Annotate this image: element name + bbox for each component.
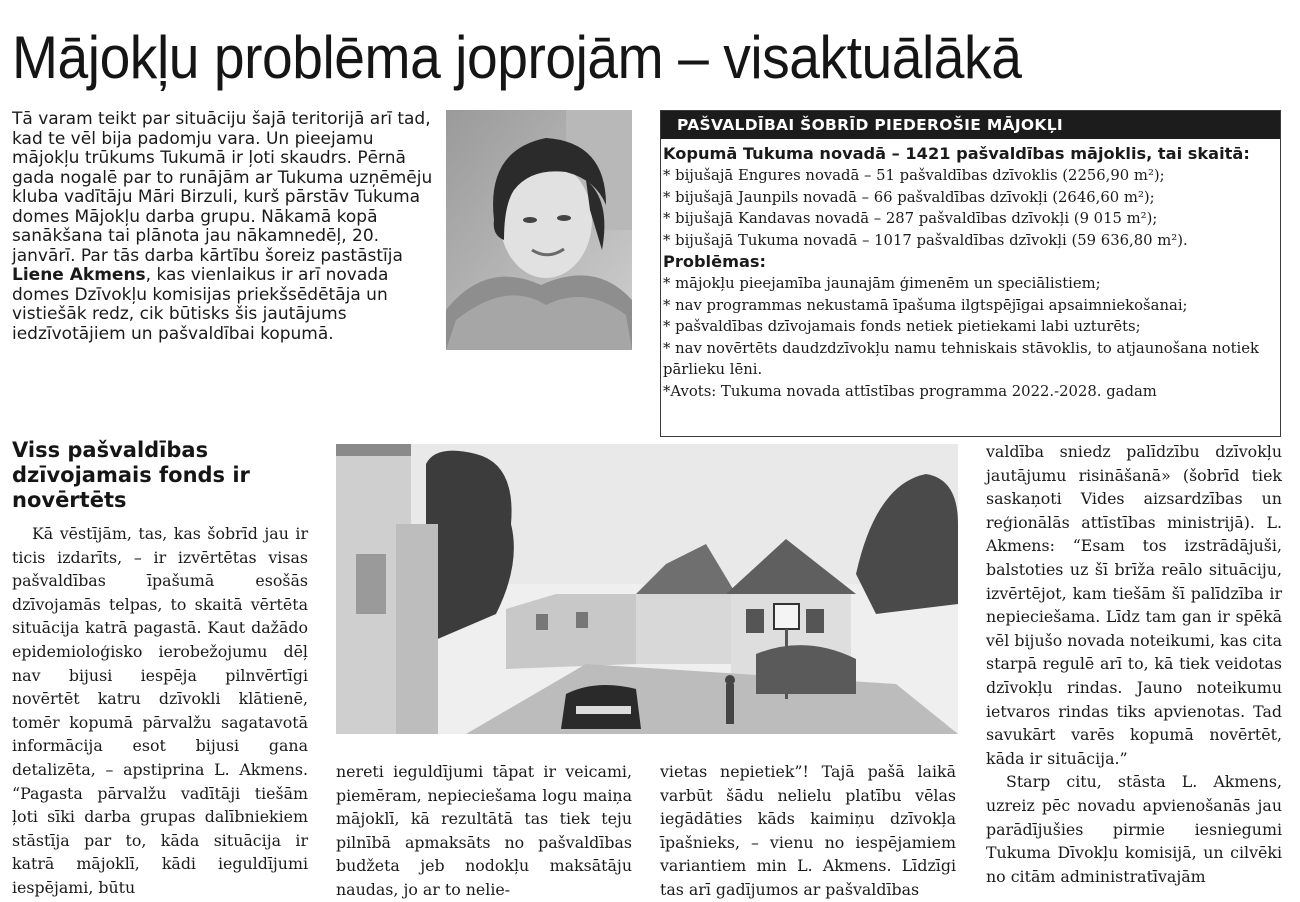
housing-item: * bijušajā Tukuma novadā – 1017 pašvaldības dzīvokļi (59 636,80 m²). bbox=[663, 231, 1188, 249]
article-column-1 bbox=[12, 522, 308, 900]
housing-infobox bbox=[660, 110, 1281, 437]
column-paragraph: Starp citu, stāsta L. Akmens, uzreiz pēc novadu apvienošanās jau parādījušies pirmie iesniegumi Tukuma Dīvokļu komisijā, un cilvēki no citām administratīvajām bbox=[986, 772, 1282, 886]
problem-item: * mājokļu pieejamība jaunajām ģimenēm un speciālistiem; bbox=[663, 275, 1101, 292]
housing-item: * bijušajā Jaunpils novadā – 66 pašvaldības dzīvokļi (2646,60 m²); bbox=[663, 188, 1155, 206]
infobox-body bbox=[661, 139, 1280, 402]
problem-item: * nav novērtēts daudzdzīvokļu namu tehniskais stāvoklis, to atjaunošana notiek pārlieku lēni. bbox=[663, 339, 1259, 378]
column-paragraph: nereti ieguldījumi tāpat ir veicami, piemēram, nepieciešama logu maiņa mājoklī, kā rezultātā tas tiek teju pilnībā apmaksāts no pašvaldības budžeta jeb nodokļu maksātāju naudas, jo ar to nelie- bbox=[336, 762, 632, 899]
intro-text-after: , kas vienlaikus ir arī novada domes Dzīvokļu komisijas priekšsēdētāja un vistiešāk redz, cik būtisks šis jautājums iedzīvotājiem un pašvaldībai kopumā. bbox=[12, 265, 389, 344]
article-column-3 bbox=[660, 760, 956, 902]
infobox-source: *Avots: Tukuma novada attīstības programma 2022.-2028. gadam bbox=[663, 382, 1157, 400]
portrait-illustration bbox=[446, 110, 632, 350]
section-subheading: Viss pašvaldības dzīvojamais fonds ir novērtēts bbox=[12, 438, 250, 512]
intro-paragraph bbox=[12, 110, 442, 344]
problem-item: * pašvaldības dzīvojamais fonds netiek pietiekami labi uzturēts; bbox=[663, 318, 1141, 335]
infobox-title: PAŠVALDĪBAI ŠOBRĪD PIEDEROŠIE MĀJOKĻI bbox=[661, 111, 1280, 139]
intro-lead bbox=[12, 110, 442, 344]
column-paragraph: valdība sniedz palīdzību dzīvokļu jautājumu risināšanā» (šobrīd tiek saskaņoti Vides aizsardzības un reģionālās attīstības ministrijā). L. Akmens: “Esam tos izstrādājuši, balstoties uz šī brīža reālo situāciju, izvērtējot, kam tiešām šī palīdzība ir nepieciešama. Līdz tam gan ir spēkā vēl bijušo novada noteikumi, kas cita starpā regulē arī to, kā tiek veidotas dzīvokļu rindas. Jauno noteikumu ietvaros rindas tiks apvienotas. Tad savukārt varēs kopumā novērtēt, kāda ir situācija.” bbox=[986, 442, 1282, 768]
street-illustration bbox=[336, 444, 958, 734]
portrait-photo bbox=[446, 110, 632, 350]
article-column-4 bbox=[986, 440, 1282, 888]
infobox-problems-header: Problēmas: bbox=[663, 252, 766, 271]
housing-item: * bijušajā Engures novadā – 51 pašvaldības dzīvoklis (2256,90 m²); bbox=[663, 167, 1165, 184]
infobox-total-header: Kopumā Tukuma novadā – 1421 pašvaldības mājoklis, tai skaitā: bbox=[663, 144, 1250, 163]
column-paragraph: vietas nepietiek”! Tajā pašā laikā varbūt šādu nelielu platību vēlas iegādāties kāds kaimiņu dzīvokļa īpašnieks, – vienu no iespējamiem variantiem min L. Akmens. Līdzīgi tas arī gadījumos ar pašvaldības bbox=[660, 762, 956, 899]
intro-name: Liene Akmens bbox=[12, 265, 146, 285]
street-photo bbox=[336, 444, 958, 734]
housing-item: * bijušajā Kandavas novadā – 287 pašvaldības dzīvokļi (9 015 m²); bbox=[663, 210, 1158, 227]
headline: Mājokļu problēma joprojām – visaktuālākā bbox=[12, 24, 1022, 91]
problem-item: * nav programmas nekustamā īpašuma ilgtspējīgai apsaimniekošanai; bbox=[663, 296, 1188, 314]
intro-text-before: Tā varam teikt par situāciju šajā teritorijā arī tad, kad te vēl bija padomju vara. Un pieejamu mājokļu trūkums Tukumā ir ļoti skaudrs. Pērnā gada nogalē par to runājām ar Tukuma uzņēmēju kluba vadītāju Māri Birzuli, kurš pārstāv Tukuma domes Mājokļu darba grupu. Nākamā kopā sanākšana tai plānota jau nākamnedēļ, 20. janvārī. Par tās darba kārtību šoreiz pastāstīja bbox=[12, 109, 433, 266]
column-paragraph: Kā vēstījām, tas, kas šobrīd jau ir ticis izdarīts, – ir izvērtētas visas pašvaldības īpašumā esošās dzīvojamās telpas, to skaitā vērtēta situācija katrā pagastā. Kaut dažādo epidemioloģisko ierobežojumu dēļ nav bijusi iespēja pilnvērtīgi novērtēt katru dzīvokli klātienē, tomēr kopumā pārvalžu sagatavotā informācija esot bijusi gana detalizēta, – apstiprina L. Akmens. “Pagasta pārvalžu vadītāji tiešām ļoti sīki darba grupas dalībniekiem stāstīja par to, kāda situācija ir katrā mājoklī, kādi ieguldījumi iespējami, būtu bbox=[12, 524, 308, 897]
article-column-2 bbox=[336, 760, 632, 902]
